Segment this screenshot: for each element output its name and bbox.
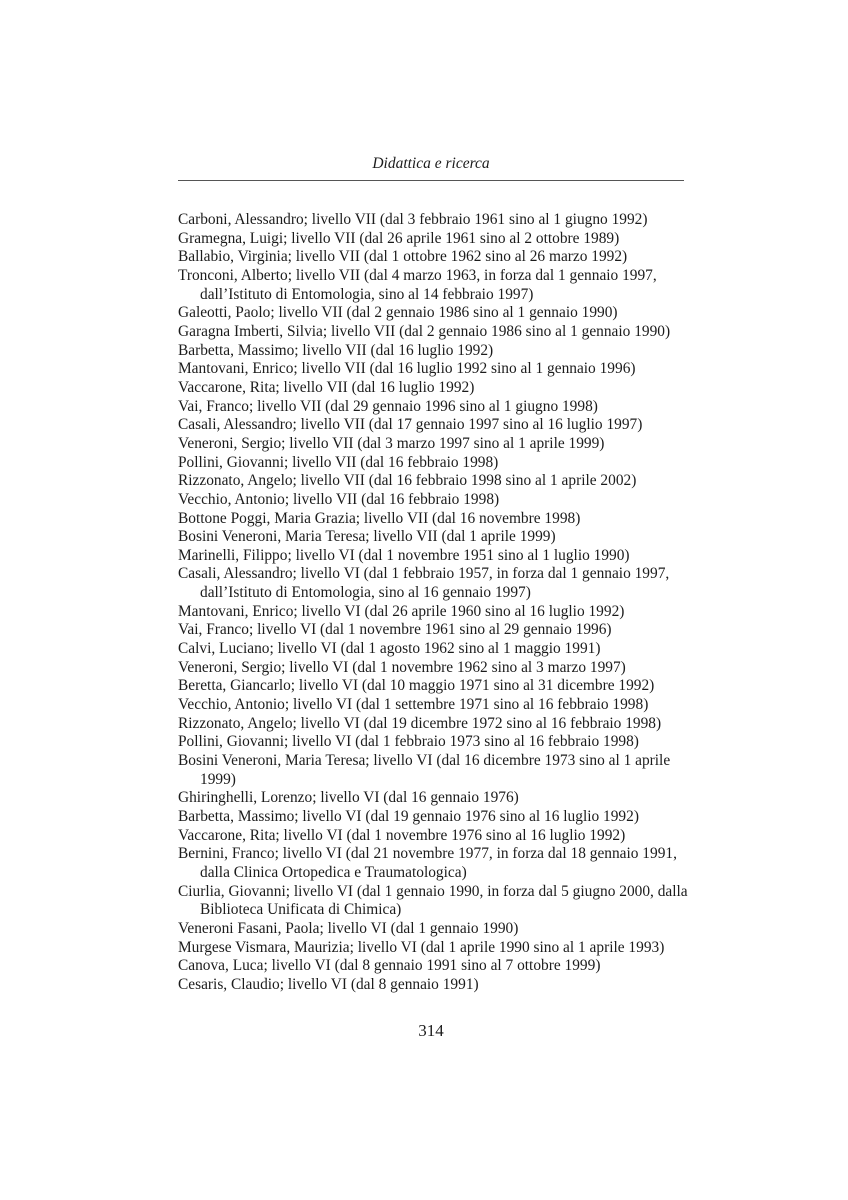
- list-entry: Pollini, Giovanni; livello VI (dal 1 febbraio 1973 sino al 16 febbraio 1998): [178, 733, 639, 751]
- list-entry: Canova, Luca; livello VI (dal 8 gennaio 1991 sino al 7 ottobre 1999): [178, 957, 601, 975]
- list-entry: Marinelli, Filippo; livello VI (dal 1 novembre 1951 sino al 1 luglio 1990): [178, 546, 630, 564]
- list-entry: Vecchio, Antonio; livello VII (dal 16 febbraio 1998): [178, 490, 500, 508]
- page-number: 314: [418, 1021, 444, 1040]
- list-entry: Cesaris, Claudio; livello VI (dal 8 gennaio 1991): [178, 975, 479, 993]
- list-entry: Garagna Imberti, Silvia; livello VII (dal 2 gennaio 1986 sino al 1 gennaio 1990): [178, 322, 671, 340]
- list-entry: Murgese Vismara, Maurizia; livello VI (dal 1 aprile 1990 sino al 1 aprile 1993): [178, 938, 665, 956]
- list-entry: Bernini, Franco; livello VI (dal 21 novembre 1977, in forza dal 18 gennaio 1991, dalla Clinica Ortopedica e Traumatologica): [178, 845, 677, 881]
- list-entry: Ballabio, Virginia; livello VII (dal 1 ottobre 1962 sino al 26 marzo 1992): [178, 248, 628, 266]
- list-entry: Rizzonato, Angelo; livello VI (dal 19 dicembre 1972 sino al 16 febbraio 1998): [178, 714, 662, 732]
- list-entry: Casali, Alessandro; livello VII (dal 17 gennaio 1997 sino al 16 luglio 1997): [178, 416, 643, 434]
- list-entry: Mantovani, Enrico; livello VII (dal 16 luglio 1992 sino al 1 gennaio 1996): [178, 360, 636, 378]
- list-entry: Barbetta, Massimo; livello VI (dal 19 gennaio 1976 sino al 16 luglio 1992): [178, 808, 639, 825]
- list-entry: Veneroni, Sergio; livello VI (dal 1 novembre 1962 sino al 3 marzo 1997): [178, 658, 626, 676]
- list-entry: Gramegna, Luigi; livello VII (dal 26 aprile 1961 sino al 2 ottobre 1989): [178, 229, 620, 247]
- list-entry: Casali, Alessandro; livello VI (dal 1 febbraio 1957, in forza dal 1 gennaio 1997, dall’Istituto di Entomologia, sino al 16 gennaio 1997): [178, 565, 670, 602]
- list-entry: Ghiringhelli, Lorenzo; livello VI (dal 16 gennaio 1976): [178, 789, 519, 807]
- list-entry: Bosini Veneroni, Maria Teresa; livello VII (dal 1 aprile 1999): [178, 528, 556, 546]
- list-entry: Tronconi, Alberto; livello VII (dal 4 marzo 1963, in forza dal 1 gennaio 1997, dall’Istituto di Entomologia, sino al 14 febbraio 1997): [178, 266, 657, 303]
- header-rule: [178, 180, 684, 181]
- list-entry: Vaccarone, Rita; livello VI (dal 1 novembre 1976 sino al 16 luglio 1992): [178, 826, 626, 844]
- list-entry: Veneroni, Sergio; livello VII (dal 3 marzo 1997 sino al 1 aprile 1999): [178, 434, 605, 452]
- running-head-title: Didattica e ricerca: [372, 155, 490, 172]
- list-entry: Vecchio, Antonio; livello VI (dal 1 settembre 1971 sino al 16 febbraio 1998): [178, 696, 649, 714]
- list-entry: Barbetta, Massimo; livello VII (dal 16 luglio 1992): [178, 341, 494, 359]
- staff-entry-list: [178, 211, 690, 995]
- list-entry: Galeotti, Paolo; livello VII (dal 2 gennaio 1986 sino al 1 gennaio 1990): [178, 304, 618, 322]
- list-entry: Ciurlia, Giovanni; livello VI (dal 1 gennaio 1990, in forza dal 5 giugno 2000, dalla Biblioteca Unificata di Chimica): [178, 882, 688, 919]
- list-entry: Veneroni Fasani, Paola; livello VI (dal 1 gennaio 1990): [178, 919, 519, 937]
- list-entry: Vaccarone, Rita; livello VII (dal 16 luglio 1992): [178, 378, 475, 396]
- list-entry: Bosini Veneroni, Maria Teresa; livello VI (dal 16 dicembre 1973 sino al 1 aprile 1999): [178, 752, 671, 788]
- list-entry: Carboni, Alessandro; livello VII (dal 3 febbraio 1961 sino al 1 giugno 1992): [178, 211, 648, 228]
- list-entry: Rizzonato, Angelo; livello VII (dal 16 febbraio 1998 sino al 1 aprile 2002): [178, 472, 637, 490]
- list-entry: Vai, Franco; livello VII (dal 29 gennaio 1996 sino al 1 giugno 1998): [178, 397, 598, 415]
- list-entry: Pollini, Giovanni; livello VII (dal 16 febbraio 1998): [178, 453, 499, 471]
- list-entry: Vai, Franco; livello VI (dal 1 novembre 1961 sino al 29 gennaio 1996): [178, 621, 612, 639]
- list-entry: Calvi, Luciano; livello VI (dal 1 agosto 1962 sino al 1 maggio 1991): [178, 640, 601, 658]
- list-entry: Bottone Poggi, Maria Grazia; livello VII (dal 16 novembre 1998): [178, 509, 581, 527]
- list-entry: Mantovani, Enrico; livello VI (dal 26 aprile 1960 sino al 16 luglio 1992): [178, 602, 625, 620]
- list-entry: Beretta, Giancarlo; livello VI (dal 10 maggio 1971 sino al 31 dicembre 1992): [178, 677, 655, 695]
